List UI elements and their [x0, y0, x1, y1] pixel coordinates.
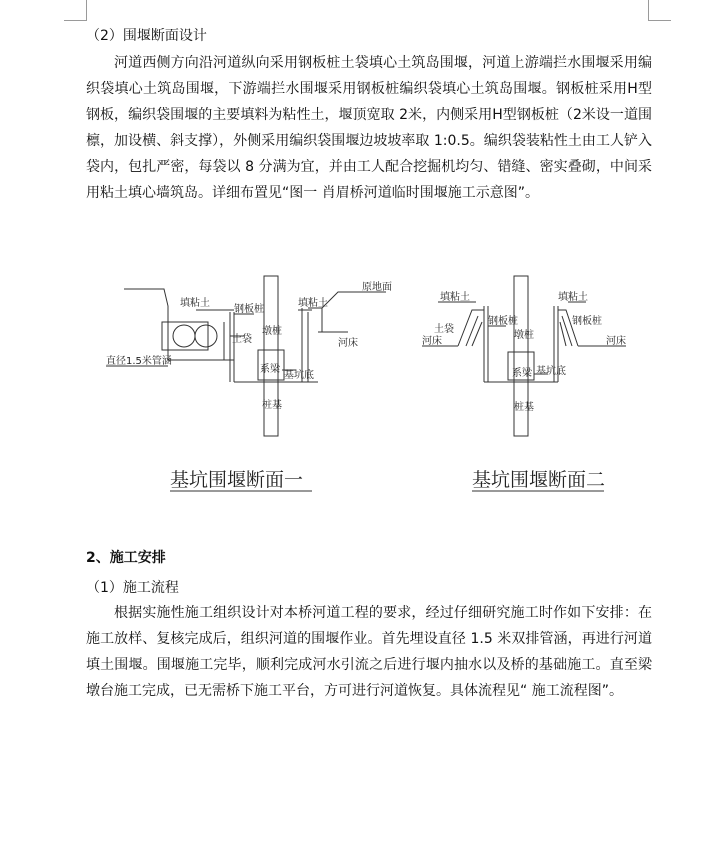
label-riverbed-1: 河床 [338, 338, 358, 349]
label-pit-bottom-2: 基坑底 [536, 366, 566, 377]
paragraph-construction-flow [86, 600, 652, 704]
subheading-cofferdam-design: （2）围堰断面设计 [86, 28, 207, 44]
label-riverbed-left-2: 河床 [422, 336, 442, 347]
label-pile-base-1: 桩基 [262, 400, 282, 411]
label-soil-bag-1: 土袋 [232, 334, 252, 345]
label-pier-2: 墩桩 [514, 330, 534, 341]
label-sheet-pile-2: 钢板桩 [488, 316, 518, 327]
cofferdam-section-diagram [86, 262, 626, 502]
label-fill-left-2: 填粘土 [440, 292, 470, 303]
crop-mark-top-left [64, 0, 87, 21]
caption-section-one: 基坑围堰断面一 [170, 469, 304, 491]
label-pit-bottom-1: 基坑底 [284, 370, 314, 381]
label-sheet-pile-right-2: 钢板桩 [572, 316, 602, 327]
heading-construction-arrangement: 2、施工安排 [86, 550, 166, 566]
label-pile-base-2: 桩基 [514, 402, 534, 413]
label-soil-bag-2: 土袋 [434, 324, 454, 335]
label-tie-beam-2: 系梁 [512, 368, 532, 379]
label-pier-1: 墩桩 [262, 326, 282, 337]
paragraph-text: 根据实施性施工组织设计对本桥河道工程的要求，经过仔细研究施工时作如下安排：在施工放样、复核完成后，组织河道的围堰作业。首先埋设直径 1.5 米双排管涵，再进行河道填土围堰。围堰施工完毕，顺利完成河水引流之后进行堰内抽水以及桥的基础施工。直至梁墩台施工完成，已无需桥下施工平台，方可进行河道恢复。具体流程见“ 施工流程图”。 [86, 605, 652, 699]
label-fill-left-1: 填粘土 [180, 298, 210, 309]
paragraph-text: 河道西侧方向沿河道纵向采用钢板桩土袋填心土筑岛围堰，河道上游端拦水围堰采用编织袋填心土筑岛围堰，下游端拦水围堰采用钢板桩编织袋填心土筑岛围堰。钢板桩采用H型钢板，编织袋围堰的主要填料为粘性土，堰顶宽取 2米，内侧采用H型钢板桩（2米设一道围檩，加设横、斜支撑），外侧采用编织袋围堰边坡坡率取 1:0.5。编织袋装粘性土由工人铲入袋内，包扎严密，每袋以 8 分满为宜，并由工人配合挖掘机均匀、错缝、密实叠砌，中间采用粘土填心墙筑岛。详细布置见“图一 肖眉桥河道临时围堰施工示意图”。 [86, 55, 652, 201]
crop-mark-top-right [648, 0, 671, 21]
label-fill-right-2: 填粘土 [558, 292, 588, 303]
label-tie-beam-1: 系梁 [260, 364, 280, 375]
label-pipe-culvert: 直径1.5米管涵 [106, 356, 172, 367]
label-riverbed-right-2: 河床 [606, 336, 626, 347]
label-fill-right-1: 填粘土 [298, 298, 328, 309]
label-ground-1: 原地面 [362, 282, 392, 293]
caption-section-two: 基坑围堰断面二 [472, 469, 606, 491]
paragraph-cofferdam-design [86, 50, 652, 206]
label-sheet-pile-1: 钢板桩 [234, 304, 264, 315]
subheading-construction-flow: （1）施工流程 [86, 580, 179, 596]
